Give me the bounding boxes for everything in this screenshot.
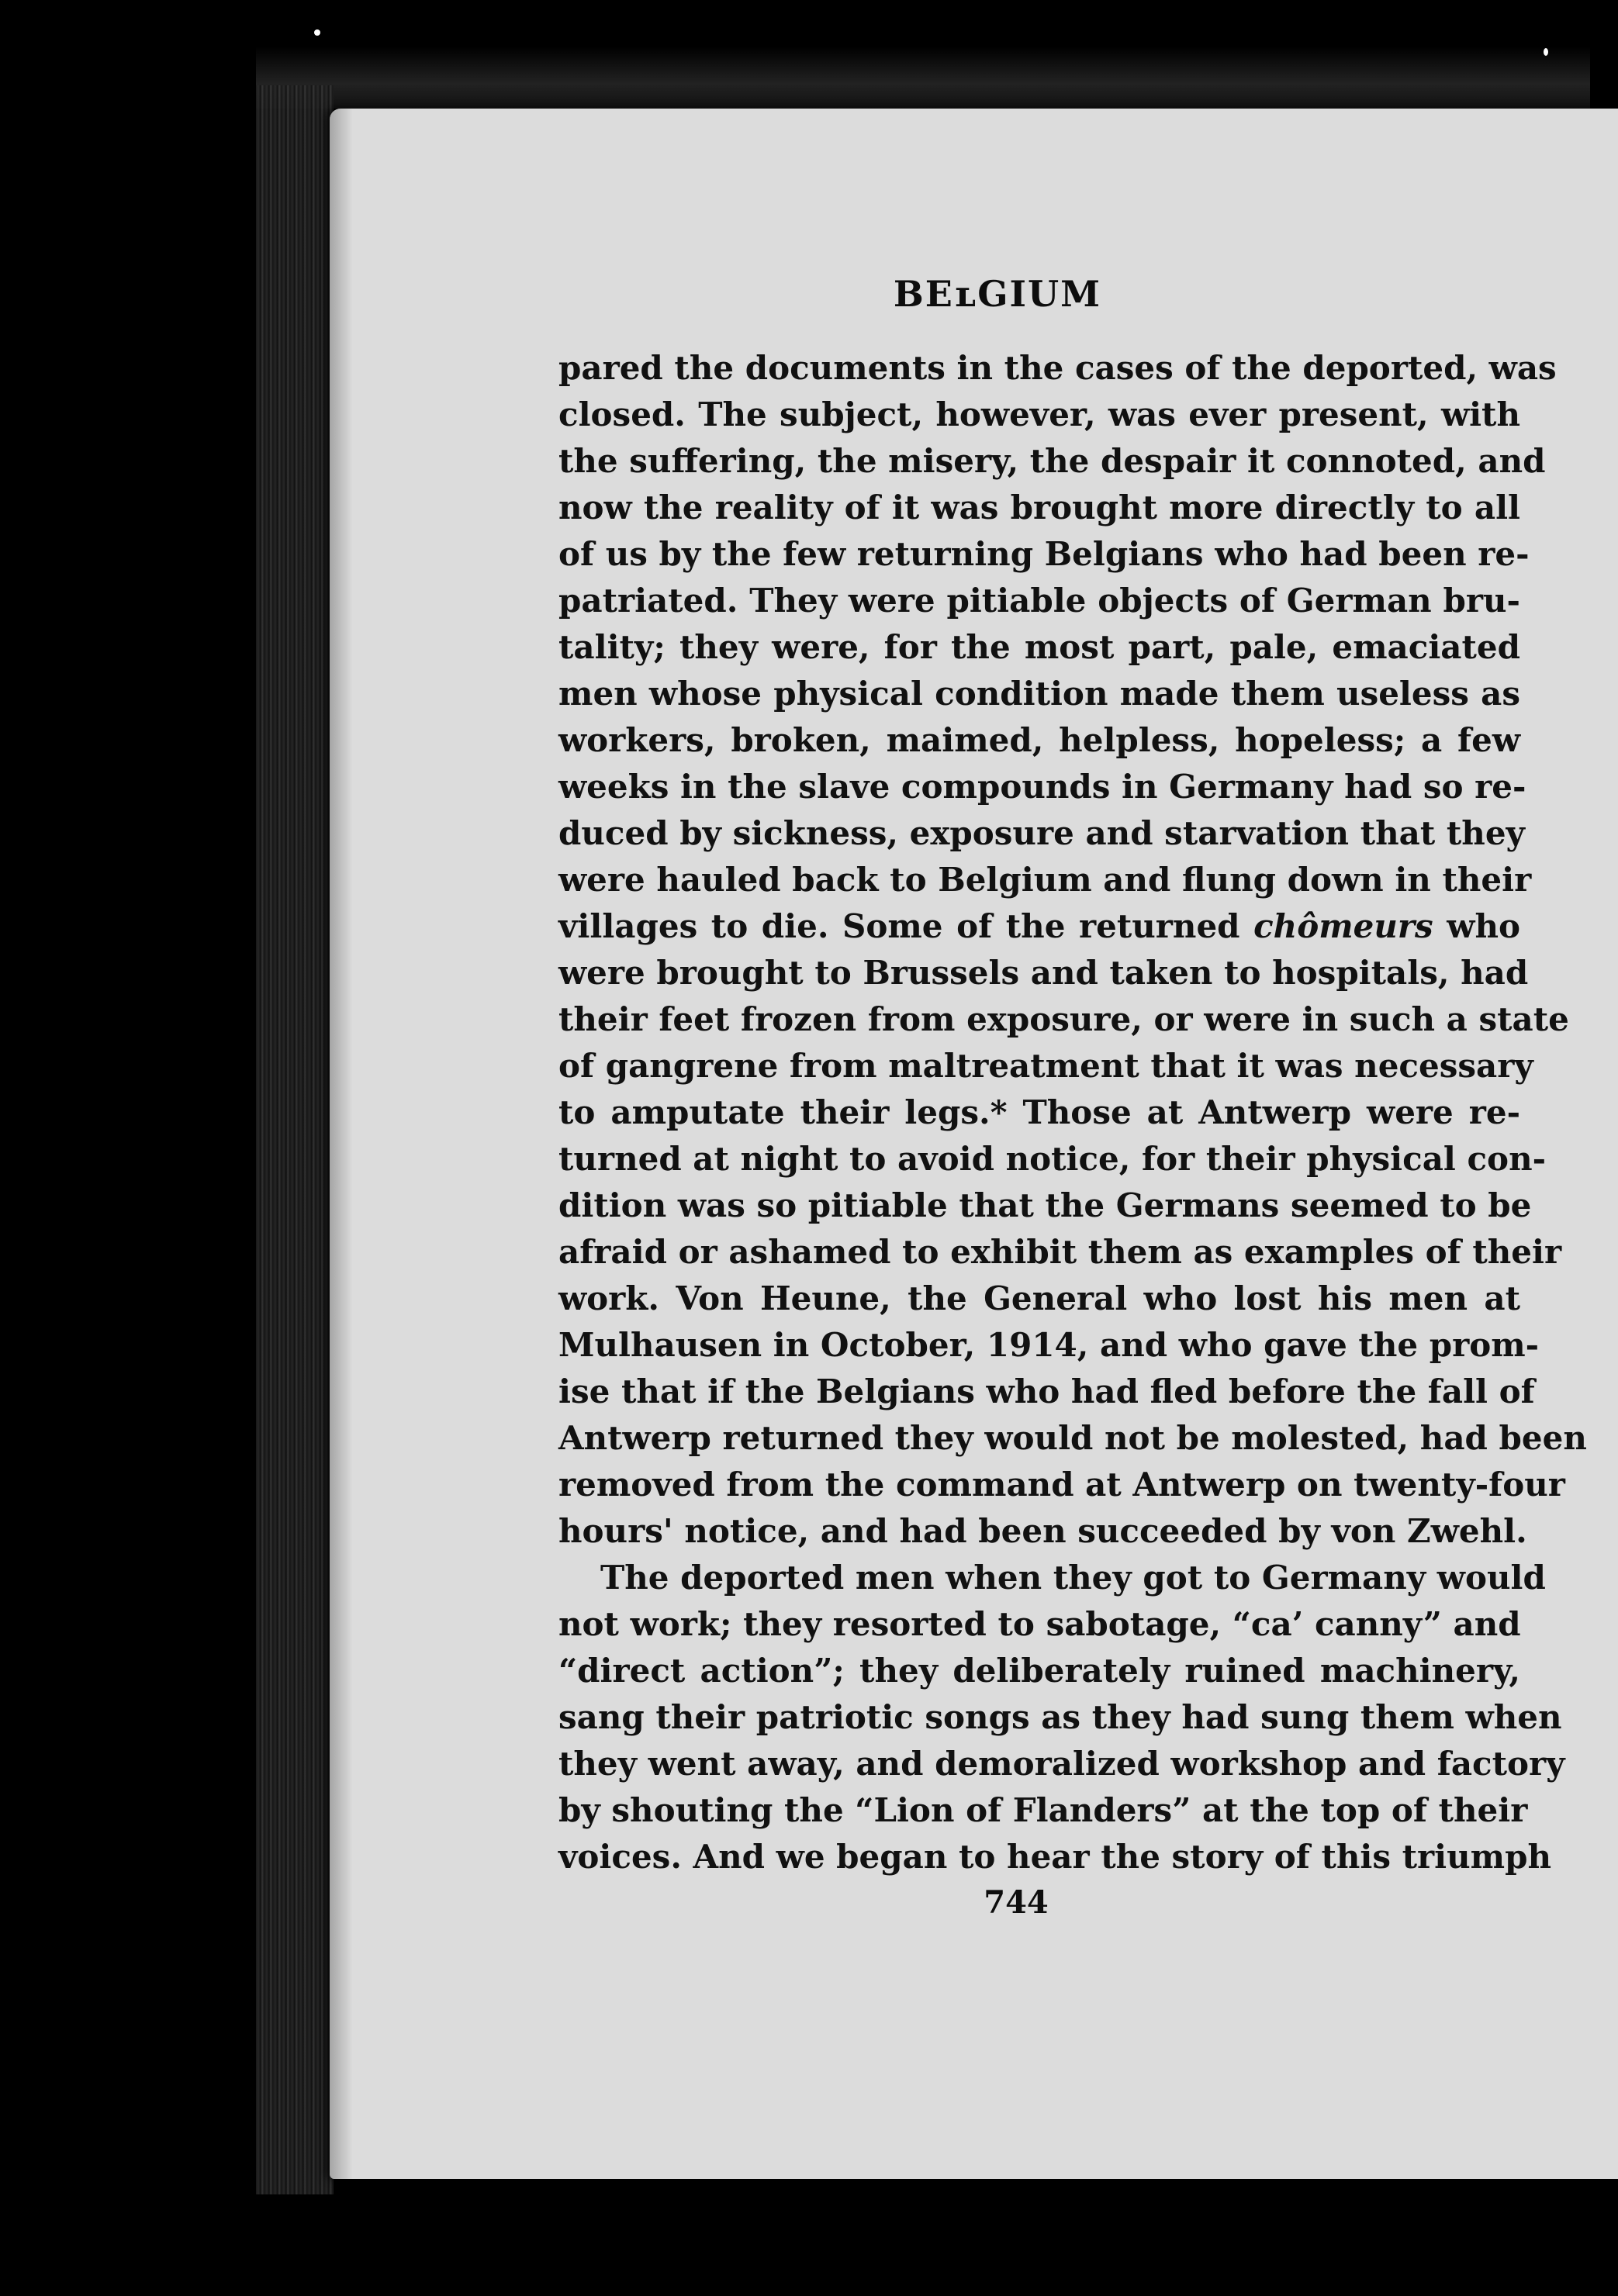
running-head: BEʟGIUM [893,273,1102,315]
book-spine [256,85,334,2194]
text-line: now the reality of it was brought more directly to all [558,489,1520,527]
scan-speck [314,29,320,36]
text-line: turned at night to avoid notice, for their physical con- [558,1140,1547,1178]
text-line: weeks in the slave compounds in Germany had so re- [558,768,1526,806]
text-line: Antwerp returned they would not be molested, had been [558,1419,1587,1457]
text-line: tality; they were, for the most part, pale, emaciated [558,628,1520,666]
text-line: work. Von Heune, the General who lost his men at [558,1279,1520,1317]
text-line: hours' notice, and had been succeeded by von Zwehl. [558,1512,1527,1550]
text-line: were brought to Brussels and taken to hospitals, had [558,954,1529,992]
text-line: not work; they resorted to sabotage, “ca’ canny” and [558,1605,1521,1643]
text-line: removed from the command at Antwerp on twenty-four [558,1466,1565,1504]
text-line: by shouting the “Lion of Flanders” at the top of their [558,1791,1528,1829]
text-line: pared the documents in the cases of the deported, was [558,349,1557,387]
book-top-edge [256,47,1590,109]
body-text [558,345,1587,1880]
page-number: 744 [984,1884,1049,1921]
text-line: closed. The subject, however, was ever present, with [558,395,1520,433]
text-line: voices. And we began to hear the story of this triumph [558,1838,1551,1876]
text-line: they went away, and demoralized workshop and factory [558,1745,1565,1783]
text-line: to amputate their legs.* Those at Antwerp were re- [558,1093,1520,1131]
text-line: of us by the few returning Belgians who had been re- [558,535,1530,573]
text-line: The deported men when they got to Germany would [600,1559,1546,1597]
text-line: “direct action”; they deliberately ruined machinery, [558,1652,1520,1690]
text-line: the suffering, the misery, the despair it connoted, and [558,442,1546,480]
italic-word: chômeurs [1253,907,1433,945]
text-line: workers, broken, maimed, helpless, hopeless; a few [558,721,1520,759]
text-line: men whose physical condition made them useless as [558,675,1520,713]
text-line: ise that if the Belgians who had fled before the fall of [558,1372,1535,1410]
scan-speck [1544,48,1548,56]
text-line: afraid or ashamed to exhibit them as examples of their [558,1233,1562,1271]
text-line: villages to die. Some of the returned chômeurs who [558,907,1520,945]
text-line: of gangrene from maltreatment that it was necessary [558,1047,1533,1085]
text-line: sang their patriotic songs as they had sung them when [558,1698,1562,1736]
text-line: dition was so pitiable that the Germans seemed to be [558,1186,1532,1224]
page-gutter-shadow [330,109,353,2179]
text-line: patriated. They were pitiable objects of German bru- [558,582,1520,620]
text-line: duced by sickness, exposure and starvation that they [558,814,1525,852]
text-line: Mulhausen in October, 1914, and who gave the prom- [558,1326,1540,1364]
text-line: their feet frozen from exposure, or were in such a state [558,1000,1569,1038]
text-line: were hauled back to Belgium and flung down in their [558,861,1532,899]
